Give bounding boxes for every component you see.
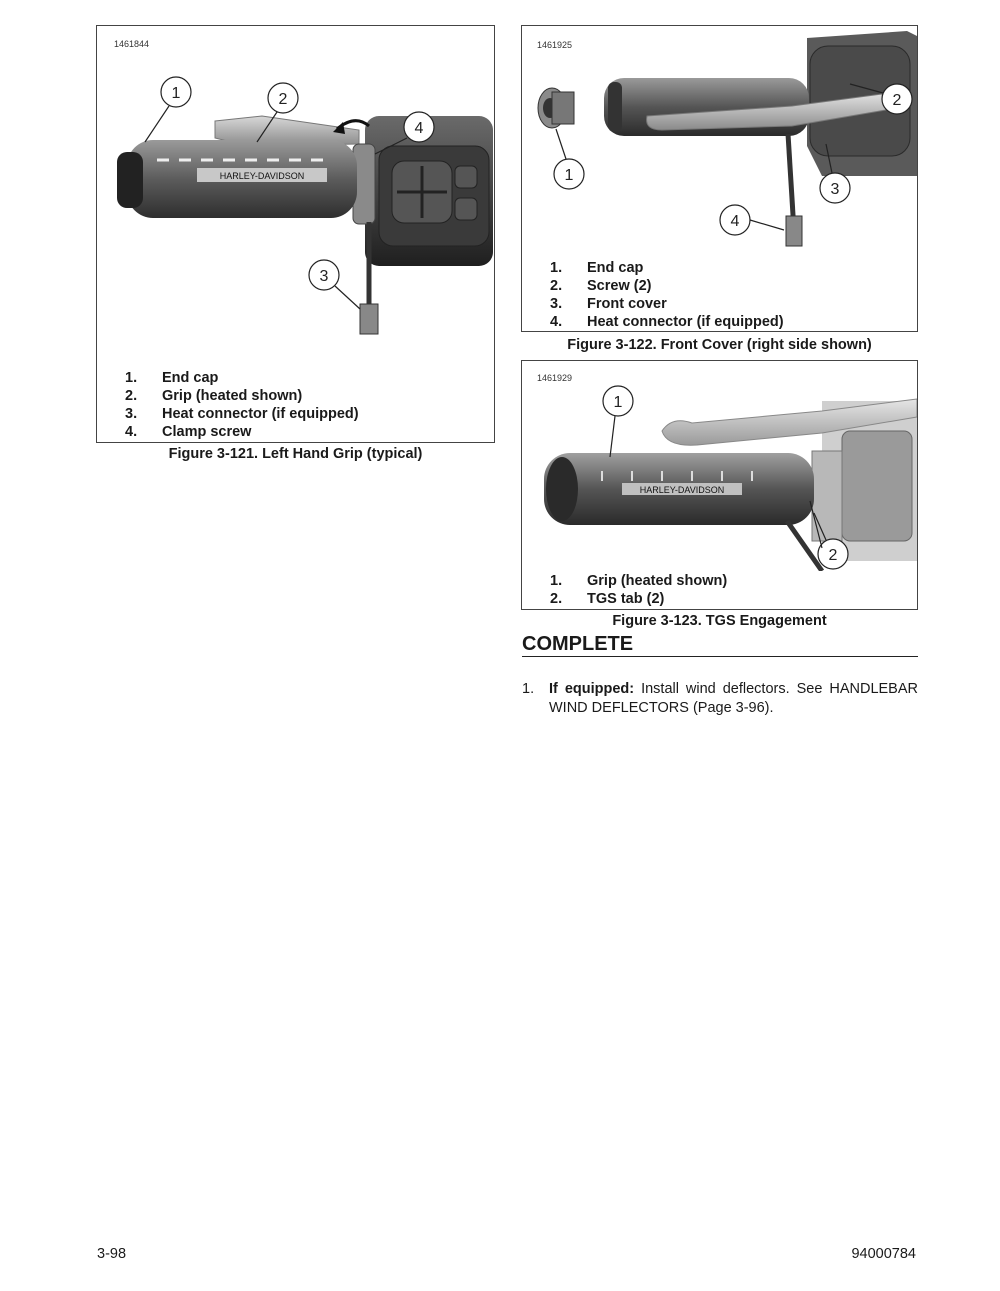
step-number: 1.	[522, 681, 535, 697]
callout-4: 4	[730, 213, 740, 230]
figure-legend	[125, 369, 359, 441]
figure-id: 1461929	[537, 373, 573, 383]
callout-3: 3	[319, 268, 329, 285]
callout-1: 1	[564, 167, 574, 184]
callout-1: 1	[171, 85, 181, 102]
legend-item: 1. End cap	[125, 370, 219, 386]
figure-legend	[550, 572, 727, 608]
callout-1: 1	[613, 394, 623, 411]
procedure-step	[522, 680, 918, 718]
step-text	[549, 680, 918, 718]
callout-2: 2	[892, 92, 902, 109]
figure-caption: Figure 3-123. TGS Engagement	[612, 613, 827, 629]
left-hand-grip-illustration	[97, 26, 494, 366]
legend-item: 4. Heat connector (if equipped)	[550, 314, 784, 330]
figure-tgs-engagement	[521, 360, 918, 610]
legend-item: 2. Grip (heated shown)	[125, 388, 303, 404]
figure-id: 1461844	[114, 39, 150, 49]
figure-caption: Figure 3-122. Front Cover (right side shown)	[567, 337, 872, 353]
figure-id: 1461925	[537, 40, 573, 50]
callout-2: 2	[278, 91, 288, 108]
figure-caption: Figure 3-121. Left Hand Grip (typical)	[168, 446, 423, 462]
legend-item: 4. Clamp screw	[125, 424, 252, 440]
step-body: Install wind deflectors. See HANDLEBAR WIND DEFLECTORS (Page 3-96).	[549, 681, 918, 716]
figure-front-cover	[521, 25, 918, 332]
legend-item: 3. Front cover	[550, 296, 667, 312]
page-number: 3-98	[97, 1246, 127, 1262]
section-heading: COMPLETE	[522, 632, 918, 657]
figure-left-hand-grip	[96, 25, 495, 443]
front-cover-illustration	[522, 26, 917, 256]
step-label: If equipped:	[549, 681, 635, 697]
legend-item: 2. Screw (2)	[550, 278, 652, 294]
legend-item: 3. Heat connector (if equipped)	[125, 406, 359, 422]
callout-2: 2	[828, 547, 838, 564]
callout-4: 4	[414, 120, 424, 137]
legend-item: 2. TGS tab (2)	[550, 591, 665, 607]
grip-brand-text: HARLEY-DAVIDSON	[639, 485, 725, 495]
legend-item: 1. Grip (heated shown)	[550, 573, 728, 589]
grip-brand-text: HARLEY-DAVIDSON	[219, 171, 305, 181]
callout-3: 3	[830, 181, 840, 198]
figure-legend	[550, 259, 784, 331]
tgs-engagement-illustration	[522, 361, 917, 571]
legend-item: 1. End cap	[550, 260, 644, 276]
document-number: 94000784	[851, 1246, 916, 1262]
